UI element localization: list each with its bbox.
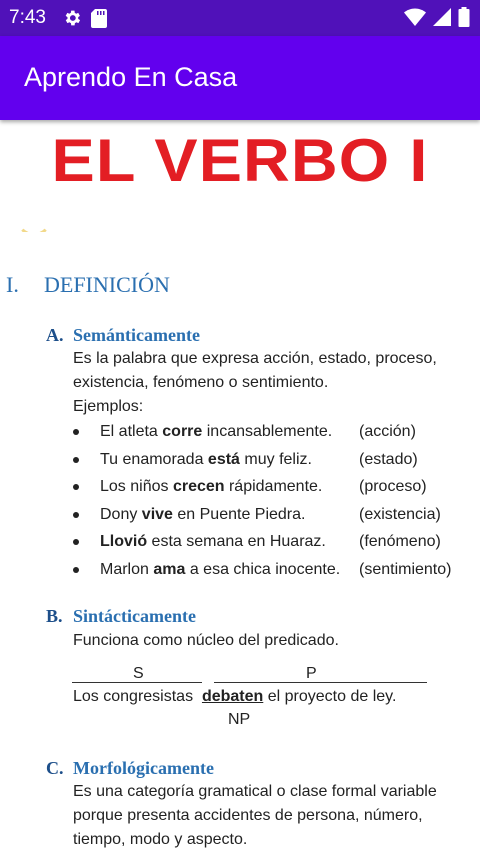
subsection-c-line3: tiempo, modo y aspecto.: [73, 831, 248, 848]
example-tag: (proceso): [359, 478, 427, 495]
subsection-c-title: Morfológicamente: [73, 758, 214, 778]
subsection-b-title: Sintácticamente: [73, 606, 196, 626]
section-number: I.: [6, 272, 19, 297]
section-title: DEFINICIÓN: [44, 272, 170, 297]
verb: vive: [141, 505, 173, 523]
subsection-b-letter: B.: [46, 606, 63, 626]
bullet-icon: [73, 512, 79, 518]
subsection-a-line1: Es la palabra que expresa acción, estado, proceso,: [73, 350, 437, 367]
verb: Llovió: [100, 533, 148, 550]
verb: crecen: [172, 478, 225, 495]
subsection-a-heading: [46, 325, 200, 346]
bullet-icon: [73, 457, 79, 463]
app-bar: [0, 36, 480, 120]
subsection-c-line2: porque presenta accidentes de persona, número,: [73, 807, 423, 824]
status-right-icons: [404, 7, 470, 27]
subsection-c-line1: Es una categoría gramatical o clase formal variable: [73, 783, 437, 800]
sentence-subject: Los congresistas: [73, 688, 194, 705]
status-bar: [0, 0, 480, 36]
verb: ama: [153, 560, 186, 578]
subsection-c-letter: C.: [46, 758, 64, 778]
document-view[interactable]: EL VERBO I I. DEFINICIÓN A. Semánticamente Es la palabra que expresa acción, estado, proceso, existencia, fenómeno o sentimiento. Ejemplos: El atleta corre incansablemente. (acción) Tu enamorada está muy feliz. (estado) Los niños crecen rápidamente. (proceso) Dony vive en Puente Piedra. (existencia) Llovió esta semana en Huaraz. (fenómeno) Marlon ama a esa chica inocente. (sentimiento) B. Sintácticamente Funciona como núcleo del predicado. S P Los congresistas debaten el proyecto de ley. NP C. Morfológicamente Es una categoría gramatical o clase formal variable porque presenta accidentes de persona, número, tiempo, modo y aspecto.: [0, 120, 480, 854]
subsection-a-line2: existencia, fenómeno o sentimiento.: [73, 374, 329, 391]
example-tag: (fenómeno): [359, 533, 441, 550]
sentence-verb: debaten: [201, 688, 264, 705]
example-tag: (acción): [359, 423, 416, 440]
status-time: 7:43: [9, 7, 46, 28]
bullet-icon: [73, 484, 79, 490]
bullet-icon: [73, 429, 79, 435]
signal-icon: [432, 7, 452, 27]
subsection-a-title: Semánticamente: [73, 325, 200, 345]
section-heading: [6, 272, 170, 298]
predicate-line: [214, 682, 427, 683]
decorative-arc: [14, 216, 48, 232]
examples-label: Ejemplos:: [73, 398, 144, 415]
document-title: EL VERBO I: [51, 127, 429, 194]
subsection-b-line1: Funciona como núcleo del predicado.: [73, 632, 339, 649]
example-tag: (sentimiento): [359, 560, 452, 578]
subsection-a-letter: A.: [46, 325, 64, 345]
subject-line: [72, 682, 202, 683]
sd-card-icon: [91, 9, 107, 28]
analysis-sentence: [73, 688, 396, 706]
subject-label: S: [133, 665, 144, 682]
verb: corre: [162, 423, 203, 440]
battery-icon: [458, 7, 470, 27]
example-tag: (estado): [359, 450, 418, 468]
example-tag: (existencia): [359, 505, 441, 523]
sentence-rest: el proyecto de ley.: [267, 688, 397, 705]
app-title: Aprendo En Casa: [24, 62, 238, 92]
wifi-icon: [404, 7, 426, 27]
predicate-label: P: [306, 665, 317, 682]
bullet-icon: [73, 567, 79, 573]
gear-icon: [62, 8, 82, 28]
bullet-icon: [73, 539, 79, 545]
verb: está: [207, 450, 240, 468]
np-label: NP: [228, 711, 251, 728]
subsection-c-heading: [46, 758, 214, 779]
subsection-b-heading: [46, 606, 196, 627]
